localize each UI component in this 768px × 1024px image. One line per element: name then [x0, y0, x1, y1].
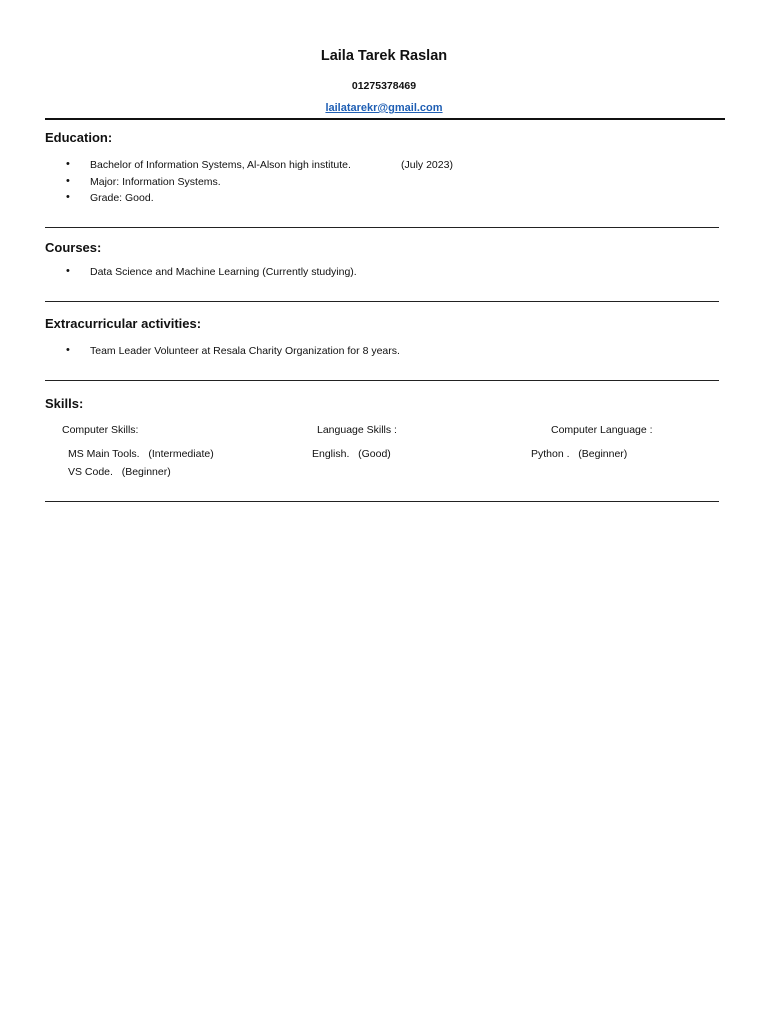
computer-language-title: Computer Language : [551, 424, 653, 436]
bullet-icon: • [66, 344, 70, 356]
computer-skill-entry: MS Main Tools. (Intermediate) [68, 448, 214, 460]
section-divider [45, 380, 719, 381]
bullet-icon: • [66, 175, 70, 187]
phone-number: 01275378469 [351, 80, 417, 92]
extracurricular-heading: Extracurricular activities: [45, 316, 202, 331]
skills-heading: Skills: [45, 396, 84, 411]
courses-item: Data Science and Machine Learning (Currently studying). [90, 266, 357, 278]
section-divider [45, 301, 719, 302]
email-link[interactable]: lailatarekr@gmail.com [325, 102, 443, 114]
education-item-date: (July 2023) [401, 159, 453, 171]
computer-skills-title: Computer Skills: [62, 424, 139, 436]
bullet-icon: • [66, 158, 70, 170]
language-skill-entry: English. (Good) [312, 448, 391, 460]
bullet-icon: • [66, 191, 70, 203]
education-heading: Education: [45, 130, 113, 145]
education-item-grade: Grade: Good. [90, 192, 154, 204]
section-divider [45, 227, 719, 228]
bullet-icon: • [66, 265, 70, 277]
candidate-name: Laila Tarek Raslan [320, 48, 448, 64]
computer-language-entry: Python . (Beginner) [531, 448, 628, 460]
computer-skill-entry: VS Code. (Beginner) [68, 466, 171, 478]
section-divider [45, 501, 719, 502]
extracurricular-item: Team Leader Volunteer at Resala Charity Organization for 8 years. [90, 345, 400, 357]
education-item-major: Major: Information Systems. [90, 176, 221, 188]
education-item-degree: Bachelor of Information Systems, Al-Alson high institute. [90, 159, 351, 171]
courses-heading: Courses: [45, 240, 102, 255]
header-divider [45, 118, 725, 120]
language-skills-title: Language Skills : [317, 424, 397, 436]
